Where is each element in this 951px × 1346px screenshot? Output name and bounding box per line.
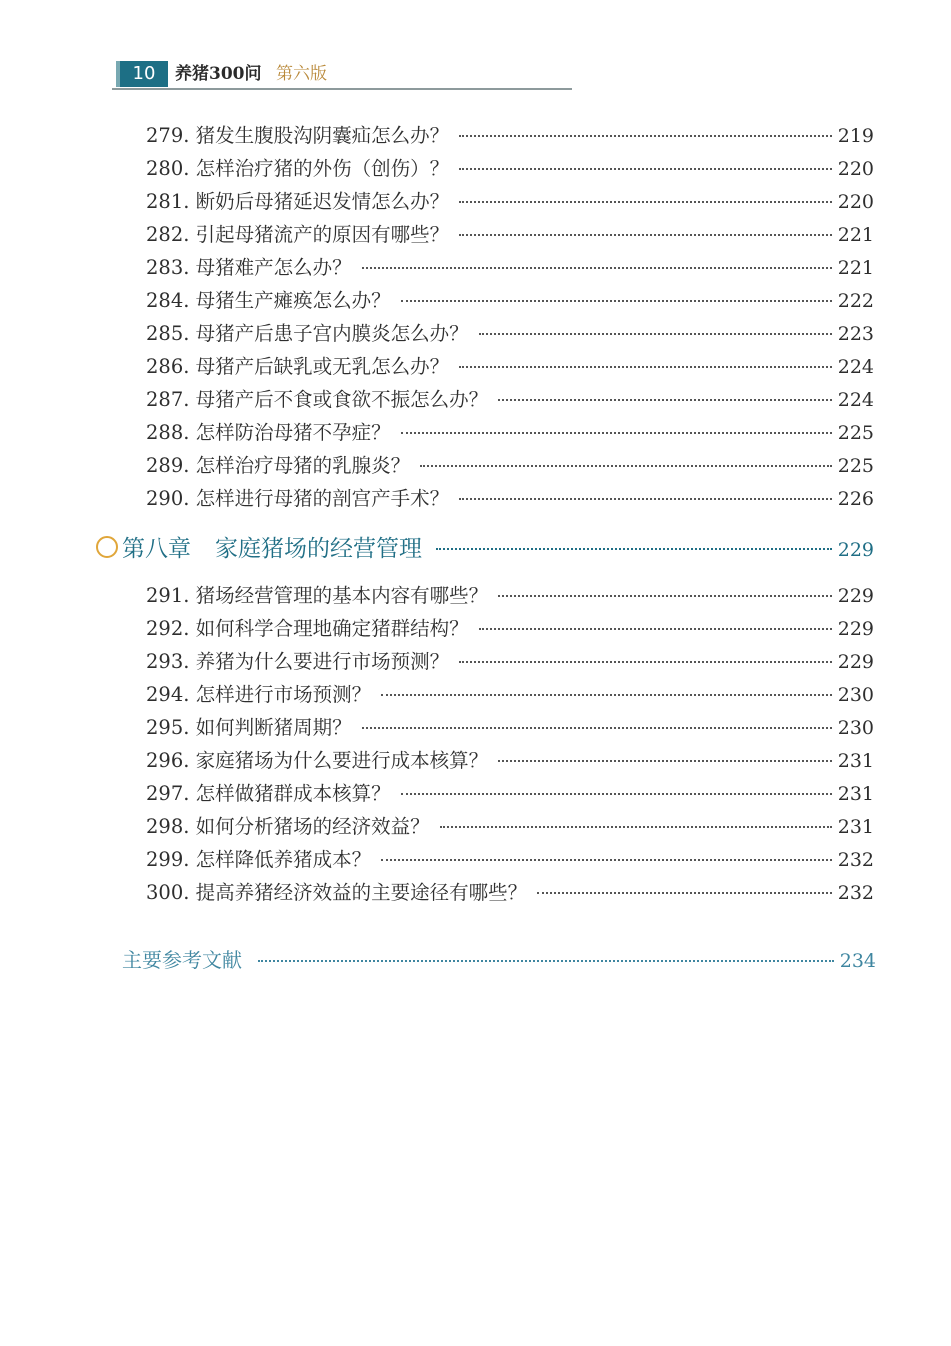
toc-entry[interactable] xyxy=(146,285,874,317)
toc-entry-title: 297. 怎样做猪群成本核算？ xyxy=(146,782,391,805)
chapter-heading[interactable] xyxy=(96,530,874,566)
toc-entry[interactable] xyxy=(146,646,874,678)
dot-leader xyxy=(401,792,832,795)
chapter-page: 229 xyxy=(837,539,874,561)
toc-entry[interactable] xyxy=(146,844,874,876)
dot-leader xyxy=(420,464,832,467)
toc-entry-page: 231 xyxy=(837,783,874,805)
toc-entry-title: 289. 怎样治疗母猪的乳腺炎？ xyxy=(146,454,411,477)
dot-leader xyxy=(459,200,832,203)
references-title: 主要参考文献 xyxy=(122,948,242,972)
dot-leader xyxy=(401,299,832,302)
toc-entry-title: 288. 怎样防治母猪不孕症？ xyxy=(146,421,391,444)
page-header xyxy=(0,50,951,96)
toc-entry-page: 232 xyxy=(837,882,874,904)
dot-leader xyxy=(381,858,832,861)
dot-leader xyxy=(258,960,834,962)
book-title: 养猪300问 xyxy=(175,64,262,84)
toc-entry-title: 280. 怎样治疗猪的外伤（创伤）？ xyxy=(146,157,450,180)
circle-icon xyxy=(96,536,118,558)
toc-entry-title: 287. 母猪产后不食或食欲不振怎么办？ xyxy=(146,388,489,411)
toc-entry-title: 286. 母猪产后缺乳或无乳怎么办？ xyxy=(146,355,450,378)
toc-entry-title: 291. 猪场经营管理的基本内容有哪些？ xyxy=(146,584,489,607)
toc-entry-page: 224 xyxy=(837,389,874,411)
dot-leader xyxy=(401,431,832,434)
toc-entry[interactable] xyxy=(146,252,874,284)
toc-entry-page: 220 xyxy=(837,191,874,213)
toc-entry[interactable] xyxy=(146,153,874,185)
page-number: 10 xyxy=(116,61,168,87)
dot-leader xyxy=(440,825,832,828)
dot-leader xyxy=(459,134,832,137)
references-page: 234 xyxy=(839,950,876,972)
toc-entry-page: 229 xyxy=(837,585,874,607)
toc-entry-page: 222 xyxy=(837,290,874,312)
toc-entry-title: 282. 引起母猪流产的原因有哪些？ xyxy=(146,223,450,246)
references-entry[interactable] xyxy=(122,944,876,976)
dot-leader xyxy=(537,891,832,894)
toc-entry-title: 285. 母猪产后患子宫内膜炎怎么办？ xyxy=(146,322,469,345)
dot-leader xyxy=(498,759,832,762)
toc-entry-page: 226 xyxy=(837,488,874,510)
toc-entry-page: 225 xyxy=(837,422,874,444)
toc-entry-page: 231 xyxy=(837,816,874,838)
toc-entry-title: 283. 母猪难产怎么办？ xyxy=(146,256,352,279)
toc-entry-title: 292. 如何科学合理地确定猪群结构？ xyxy=(146,617,469,640)
toc-entry-title: 279. 猪发生腹股沟阴囊疝怎么办？ xyxy=(146,124,450,147)
dot-leader xyxy=(459,497,832,500)
toc-entry-page: 230 xyxy=(837,684,874,706)
dot-leader xyxy=(498,594,832,597)
toc-entry[interactable] xyxy=(146,483,874,515)
toc-entry[interactable] xyxy=(146,778,874,810)
toc-entry-title: 293. 养猪为什么要进行市场预测？ xyxy=(146,650,450,673)
toc-entry[interactable] xyxy=(146,877,874,909)
toc-entry[interactable] xyxy=(146,318,874,350)
toc-entry[interactable] xyxy=(146,613,874,645)
toc-entry-page: 229 xyxy=(837,651,874,673)
header-rule xyxy=(112,88,572,90)
toc-entry[interactable] xyxy=(146,679,874,711)
dot-leader xyxy=(459,167,832,170)
dot-leader xyxy=(459,660,832,663)
dot-leader xyxy=(436,548,832,550)
toc-entry[interactable] xyxy=(146,120,874,152)
toc-entry[interactable] xyxy=(146,712,874,744)
toc-entry-page: 225 xyxy=(837,455,874,477)
toc-entry-page: 219 xyxy=(837,125,874,147)
toc-entry[interactable] xyxy=(146,417,874,449)
toc-entry[interactable] xyxy=(146,384,874,416)
toc-entry-title: 281. 断奶后母猪延迟发情怎么办？ xyxy=(146,190,450,213)
toc-entry-title: 284. 母猪生产瘫痪怎么办？ xyxy=(146,289,391,312)
chapter-title: 家庭猪场的经营管理 xyxy=(215,536,422,562)
toc-entry[interactable] xyxy=(146,351,874,383)
toc-entry-page: 231 xyxy=(837,750,874,772)
toc-entry-page: 224 xyxy=(837,356,874,378)
dot-leader xyxy=(362,266,832,269)
toc-entry[interactable] xyxy=(146,450,874,482)
edition-label: 第六版 xyxy=(276,64,327,84)
dot-leader xyxy=(479,627,832,630)
chapter-number: 第八章 xyxy=(122,536,191,562)
dot-leader xyxy=(362,726,832,729)
dot-leader xyxy=(459,233,832,236)
dot-leader xyxy=(498,398,832,401)
toc-entry-page: 221 xyxy=(837,224,874,246)
toc-entry[interactable] xyxy=(146,219,874,251)
toc-entry-page: 229 xyxy=(837,618,874,640)
toc-entry-title: 298. 如何分析猪场的经济效益？ xyxy=(146,815,430,838)
toc-entry-title: 299. 怎样降低养猪成本？ xyxy=(146,848,372,871)
toc-entry[interactable] xyxy=(146,811,874,843)
toc-entry-page: 232 xyxy=(837,849,874,871)
toc-entry-page: 221 xyxy=(837,257,874,279)
dot-leader xyxy=(459,365,832,368)
toc-entry[interactable] xyxy=(146,580,874,612)
toc-entry[interactable] xyxy=(146,745,874,777)
toc-entry-page: 223 xyxy=(837,323,874,345)
toc-entry-title: 294. 怎样进行市场预测？ xyxy=(146,683,372,706)
toc-entry-page: 220 xyxy=(837,158,874,180)
dot-leader xyxy=(381,693,832,696)
toc-entry[interactable] xyxy=(146,186,874,218)
toc-entry-title: 295. 如何判断猪周期？ xyxy=(146,716,352,739)
dot-leader xyxy=(479,332,832,335)
toc-entry-title: 300. 提高养猪经济效益的主要途径有哪些？ xyxy=(146,881,528,904)
toc-entry-page: 230 xyxy=(837,717,874,739)
toc-entry-title: 290. 怎样进行母猪的剖宫产手术？ xyxy=(146,487,450,510)
toc-entry-title: 296. 家庭猪场为什么要进行成本核算？ xyxy=(146,749,489,772)
